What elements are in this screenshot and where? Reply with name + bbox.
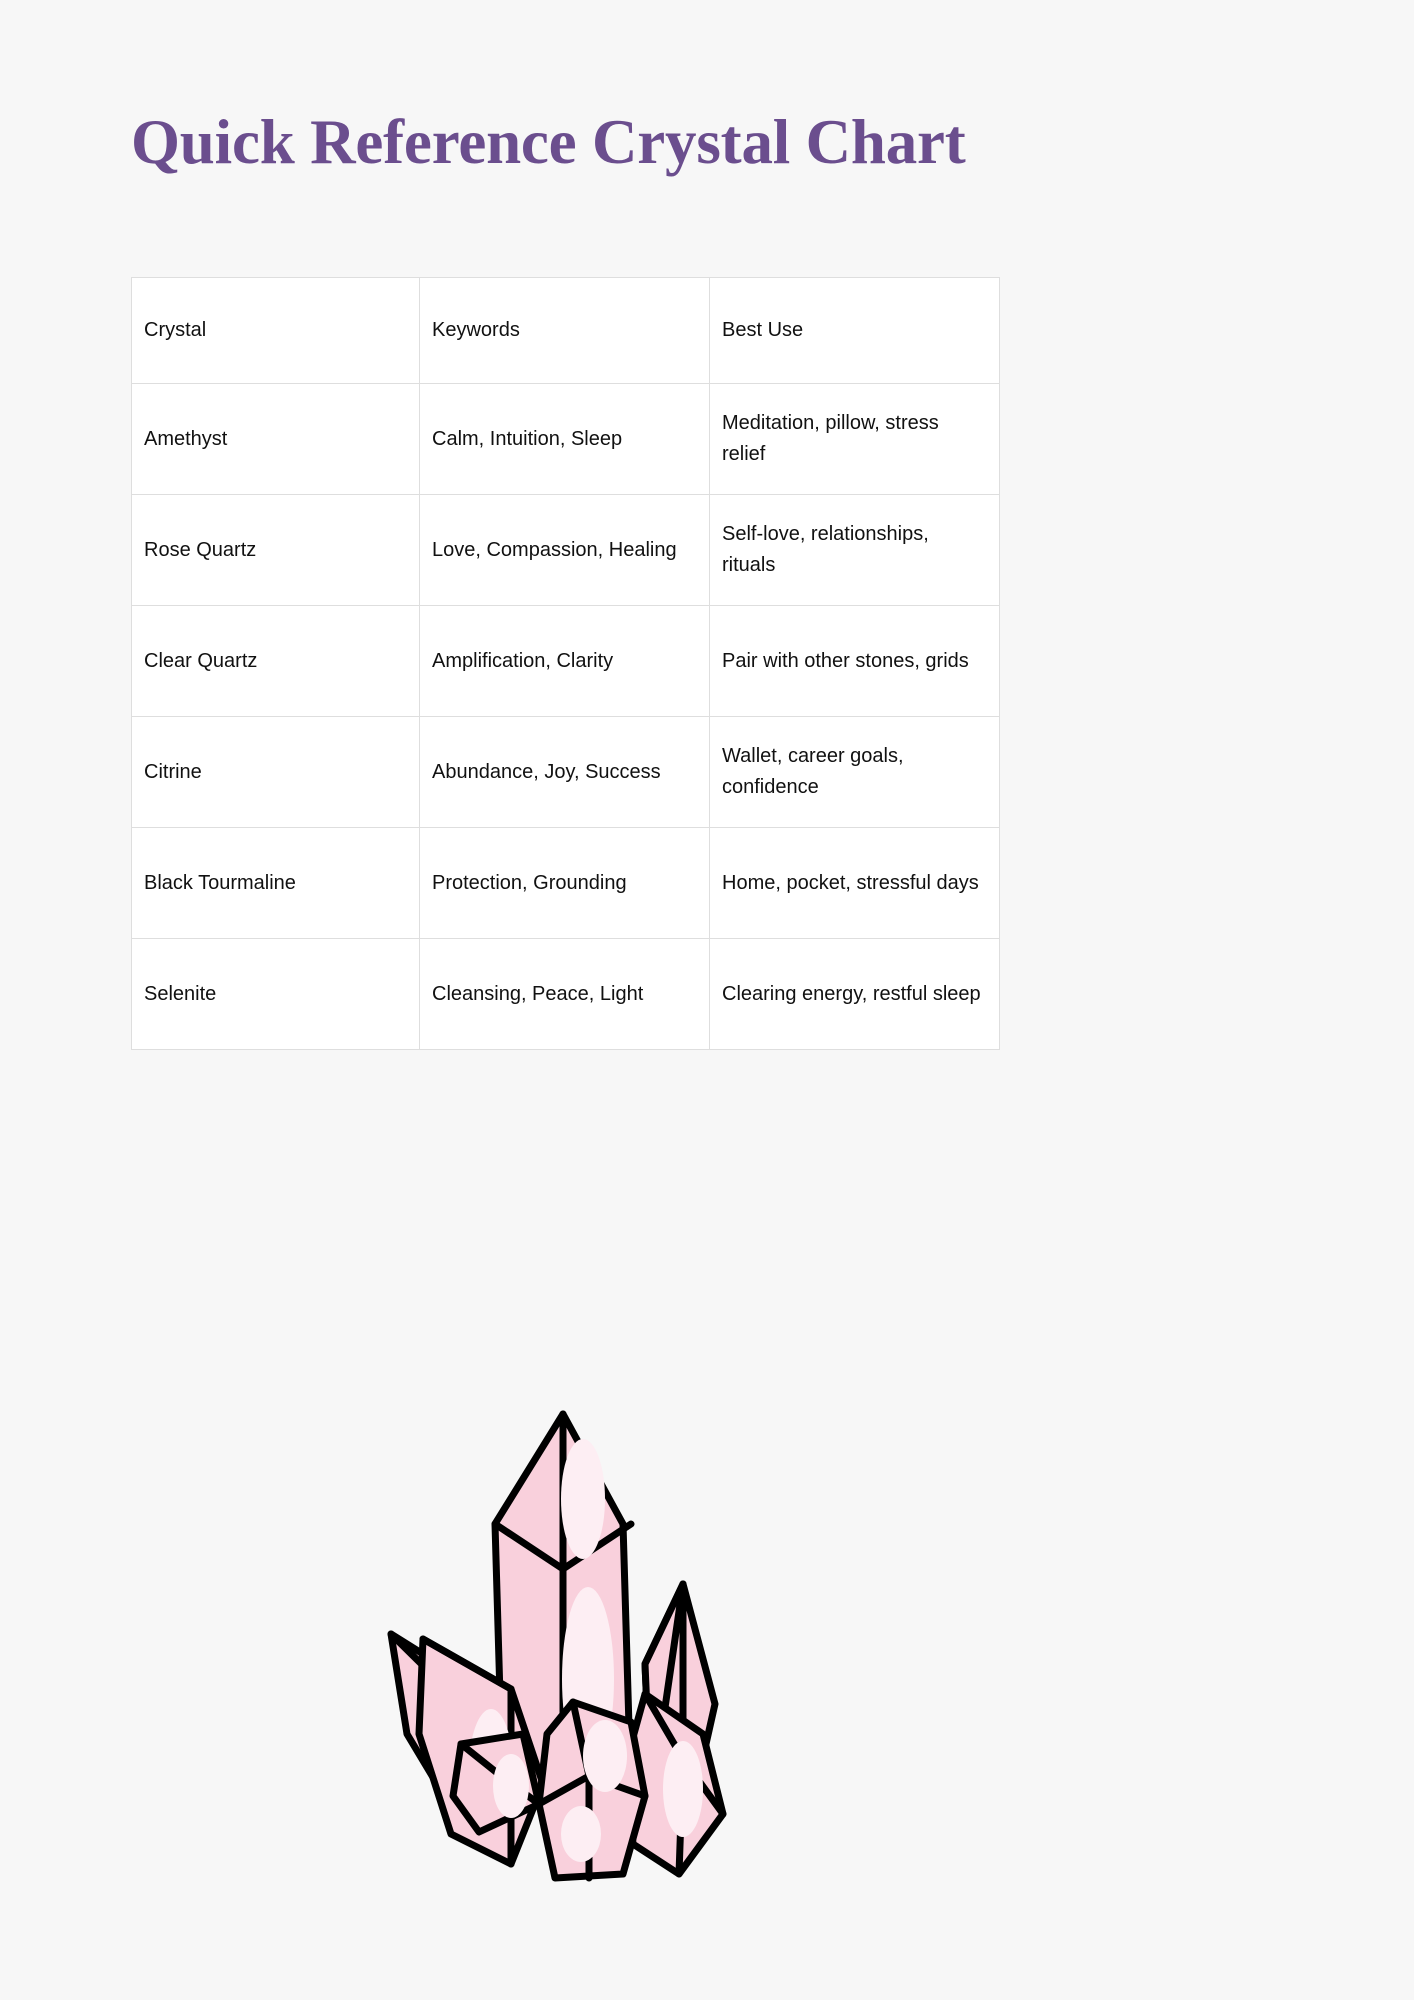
column-header-best-use: Best Use [710, 278, 1000, 384]
column-header-crystal: Crystal [132, 278, 420, 384]
cell-crystal: Selenite [132, 939, 420, 1050]
table-body [132, 384, 1000, 1050]
cell-crystal: Black Tourmaline [132, 828, 420, 939]
cell-best-use: Clearing energy, restful sleep [710, 939, 1000, 1050]
cell-keywords: Abundance, Joy, Success [420, 717, 710, 828]
cell-crystal: Clear Quartz [132, 606, 420, 717]
cell-crystal: Rose Quartz [132, 495, 420, 606]
cell-keywords: Love, Compassion, Healing [420, 495, 710, 606]
cell-keywords: Cleansing, Peace, Light [420, 939, 710, 1050]
table-header [132, 278, 1000, 384]
cell-best-use: Meditation, pillow, stress relief [710, 384, 1000, 495]
crystal-reference-table [131, 277, 1000, 1050]
cell-keywords: Calm, Intuition, Sleep [420, 384, 710, 495]
table-header-row [132, 278, 1000, 384]
table-row [132, 828, 1000, 939]
crystal-front-center [539, 1702, 645, 1878]
table-row [132, 606, 1000, 717]
table-row [132, 717, 1000, 828]
cell-keywords: Amplification, Clarity [420, 606, 710, 717]
cell-best-use: Pair with other stones, grids [710, 606, 1000, 717]
page-title: Quick Reference Crystal Chart [131, 107, 966, 177]
cell-best-use: Wallet, career goals, confidence [710, 717, 1000, 828]
cell-best-use: Self-love, relationships, rituals [710, 495, 1000, 606]
column-header-keywords: Keywords [420, 278, 710, 384]
cell-keywords: Protection, Grounding [420, 828, 710, 939]
table-row [132, 939, 1000, 1050]
cell-crystal: Citrine [132, 717, 420, 828]
cell-best-use: Home, pocket, stressful days [710, 828, 1000, 939]
table-row [132, 495, 1000, 606]
table-row [132, 384, 1000, 495]
cell-crystal: Amethyst [132, 384, 420, 495]
crystal-cluster-illustration [383, 1404, 751, 1904]
crystal-reference-table-container [131, 277, 999, 1050]
crystal-cluster-icon [383, 1404, 751, 1904]
